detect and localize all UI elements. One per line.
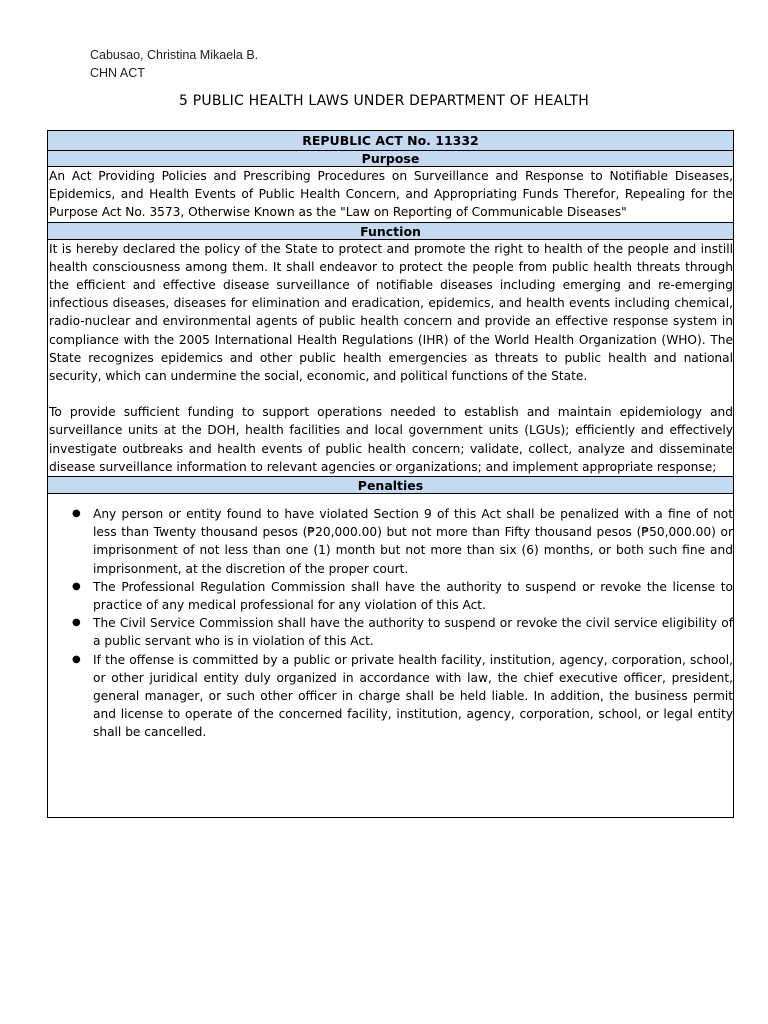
document-title: 5 PUBLIC HEALTH LAWS UNDER DEPARTMENT OF HEALTH	[178, 93, 590, 109]
penalty-text: Any person or entity found to have violated Section 9 of this Act shall be penalized with a fine of not less than Twenty thousand pesos (₱20,000.00) but not more than Fifty thousand pesos (₱50,000.00) or imprisonment of not less than one (1) month but not more than six (6) months, or both such fine and imprisonment, at the discretion of the proper court.	[93, 507, 733, 576]
penalties-body	[48, 494, 733, 742]
penalty-text: The Civil Service Commission shall have the authority to suspend or revoke the civil service eligibility of a public servant who is in violation of this Act.	[93, 616, 733, 649]
bullet-icon: ●	[72, 617, 81, 629]
penalty-item	[72, 614, 733, 650]
penalty-item	[72, 651, 733, 742]
penalties-header: Penalties	[48, 476, 733, 494]
bullet-icon: ●	[72, 508, 81, 520]
penalty-item	[72, 505, 733, 578]
penalties-list	[48, 505, 733, 742]
bullet-icon: ●	[72, 653, 81, 665]
course-name: CHN ACT	[90, 66, 145, 80]
function-paragraph: It is hereby declared the policy of the State to protect and promote the right to health of the people and instill health consciousness among them. It shall endeavor to protect the people from public health threats through the efficient and effective disease surveillance of notifiable diseases including emerging and re-emerging infectious diseases, diseases for elimination and eradication, epidemics, and health events including chemical, radio-nuclear and environmental agents of public health concern and provide an effective response system in compliance with the 2005 International Health Regulations (IHR) of the World Health Organization (WHO). The State recognizes epidemics and other public health emergencies as threats to public health and national security, which can undermine the social, economic, and political functions of the State.	[49, 241, 733, 384]
bullet-icon: ●	[72, 580, 81, 592]
author-block	[90, 46, 258, 82]
law-name-header: REPUBLIC ACT No. 11332	[48, 131, 733, 151]
purpose-header: Purpose	[48, 151, 733, 167]
penalty-text: If the offense is committed by a public or private health facility, institution, agency, corporation, school, or other juridical entity duly organized in accordance with law, the chief executive officer, president, general manager, or such other officer in charge shall be held liable. In addition, the business permit and license to operate of the concerned facility, institution, agency, corporation, school, or legal entity shall be cancelled.	[93, 652, 733, 740]
purpose-text: An Act Providing Policies and Prescribing Procedures on Surveillance and Response to Notifiable Diseases, Epidemics, and Health Events of Public Health Concern, and Appropriating Funds Therefor, Repealing for the Purpose Act No. 3573, Otherwise Known as the "Law on Reporting of Communicable Diseases"	[49, 169, 733, 220]
function-header: Function	[48, 222, 733, 240]
function-text	[48, 240, 733, 476]
author-name: Cabusao, Christina Mikaela B.	[90, 48, 259, 62]
function-paragraph: To provide sufficient funding to support operations needed to establish and maintain epidemiology and surveillance units at the DOH, health facilities and local government units (LGUs); efficiently and effectively investigate outbreaks and health events of public health concern; validate, collect, analyze and disseminate disease surveillance information to relevant agencies or organizations; and implement appropriate response;	[49, 405, 733, 474]
penalty-text: The Professional Regulation Commission shall have the authority to suspend or revoke the license to practice of any medical professional for any violation of this Act.	[93, 579, 733, 613]
penalty-item	[72, 578, 733, 614]
law-table	[47, 130, 734, 818]
